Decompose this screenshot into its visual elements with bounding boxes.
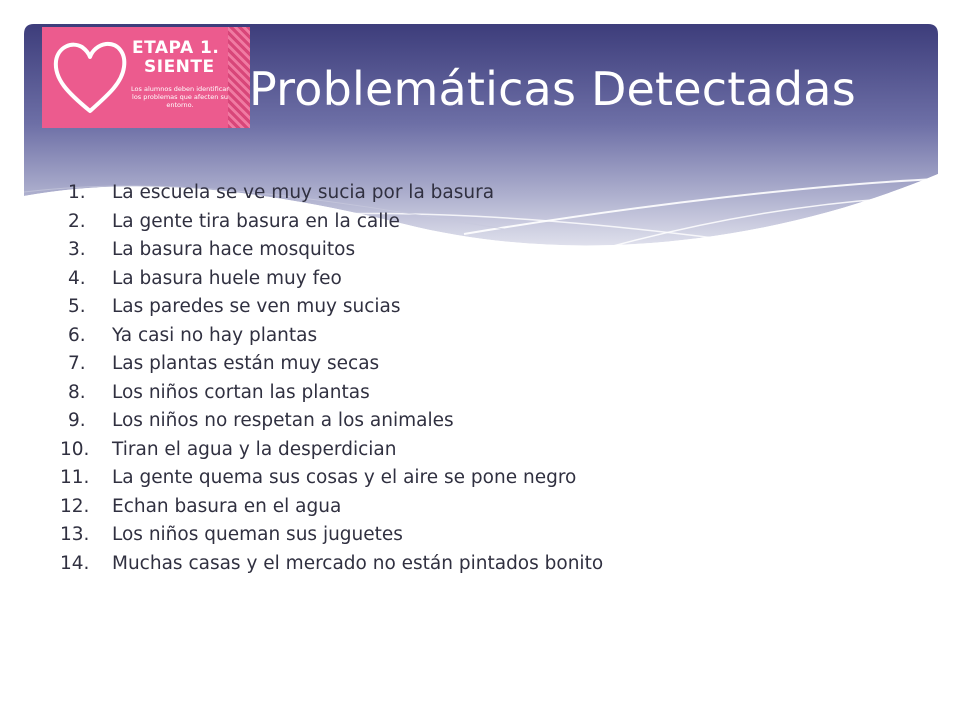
list-item [60,436,888,465]
list-item-text: Los niños queman sus juguetes [112,524,403,545]
list-item [68,379,888,408]
list-item-number: 9. [68,410,86,431]
etapa-badge [42,27,250,128]
list-item-text: Tiran el agua y la desperdician [112,438,397,460]
list-item-text: Echan basura en el agua [112,495,342,517]
list-item [60,464,888,493]
list-item [60,521,888,550]
problems-list [60,179,888,578]
list-item-number: 1. [68,182,86,203]
list-item-number: 13. [60,524,90,545]
badge-line-1: ETAPA 1. [132,38,220,58]
list-item-number: 7. [68,353,86,374]
list-item [68,265,888,294]
list-item [68,208,888,237]
list-item-text: Las paredes se ven muy sucias [112,296,401,317]
list-item-number: 2. [68,210,86,232]
list-item-text: La gente tira basura en la calle [112,210,400,232]
list-item-text: La escuela se ve muy sucia por la basura [112,182,495,203]
list-item-number: 10. [60,438,90,460]
list-item [68,236,888,265]
page-title: Problemáticas Detectadas [249,62,856,116]
badge-description: Los alumnos deben identificar los problemas que afecten su entorno. [131,85,229,109]
list-item-text: La gente quema sus cosas y el aire se pone negro [112,467,577,488]
list-item [68,293,888,322]
list-item-number: 8. [68,381,86,403]
list-item-text: La basura hace mosquitos [112,239,356,260]
list-item-number: 12. [60,495,90,517]
list-item-number: 14. [60,552,90,574]
list-item [68,322,888,351]
heart-icon [48,33,132,121]
list-item-text: Los niños cortan las plantas [112,381,370,403]
list-item [68,350,888,379]
badge-line-2: SIENTE [144,57,215,77]
list-item-number: 11. [60,467,90,488]
badge-pattern [228,27,250,128]
list-item-text: Los niños no respetan a los animales [112,410,454,431]
list-item [60,493,888,522]
list-item-text: La basura huele muy feo [112,267,342,289]
list-item-text: Ya casi no hay plantas [112,324,318,346]
badge-title [132,39,219,77]
list-item-number: 3. [68,239,86,260]
list-item-number: 6. [68,324,86,346]
list-item-text: Las plantas están muy secas [112,353,380,374]
list-item [60,550,888,579]
list-item [68,407,888,436]
list-item-number: 5. [68,296,86,317]
list-item [68,179,888,208]
list-item-number: 4. [68,267,86,289]
list-item-text: Muchas casas y el mercado no están pintados bonito [112,552,604,574]
